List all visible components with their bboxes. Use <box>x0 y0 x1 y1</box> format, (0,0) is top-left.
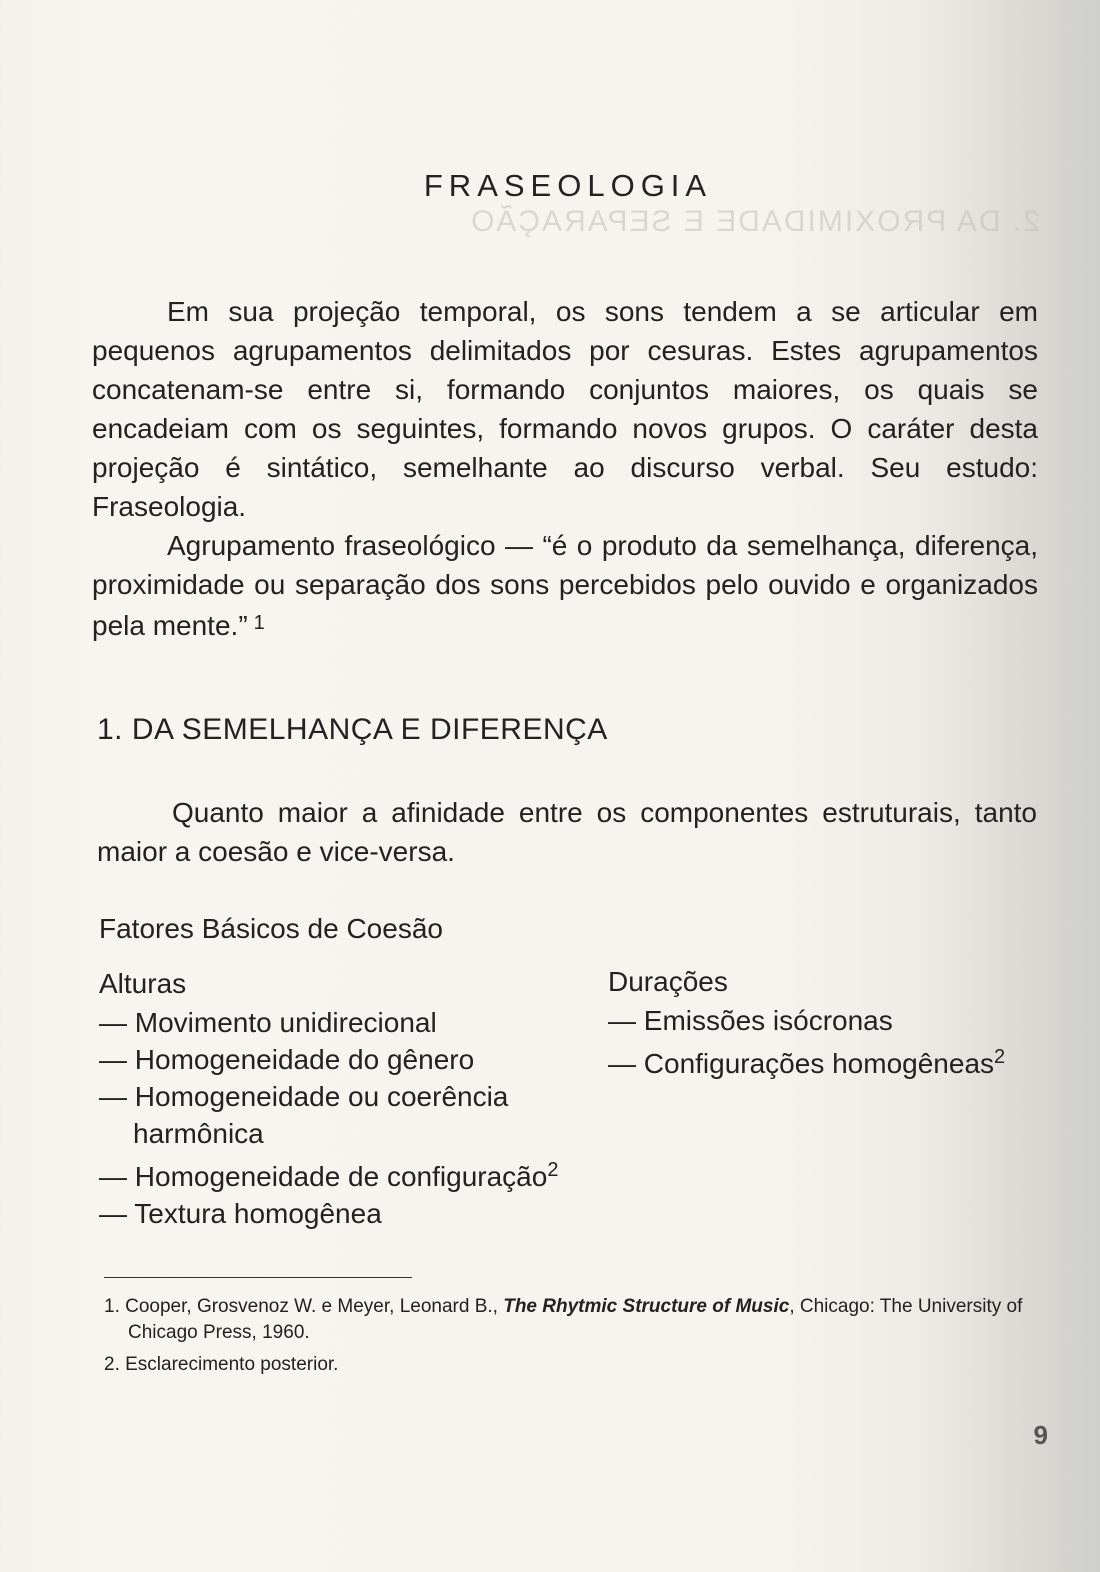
footnote-ref-2: 2 <box>547 1159 559 1181</box>
alturas-item <box>99 1152 569 1195</box>
footnote-1-publisher: , Chicago: The University of Chicago Press, 1960. <box>128 1296 1023 1343</box>
footnote-divider <box>104 1277 412 1278</box>
duracoes-item: — Emissões isócronas <box>608 1005 893 1036</box>
section-heading: 1. DA SEMELHANÇA E DIFERENÇA <box>97 713 608 746</box>
intro-paragraph-1: Em sua projeção temporal, os sons tendem a se articular em pequenos agrupamentos delimitados por cesuras. Estes agrupamentos concatenam-se entre si, formando conjuntos maiores, os quais se encadeiam com os seguintes, formando novos grupos. O caráter desta projeção é sintático, semelhante ao discurso verbal. Seu estudo: Fraseologia. <box>92 296 1038 522</box>
intro-paragraph-2 <box>92 526 1038 645</box>
footnote-1-authors: 1. Cooper, Grosvenoz W. e Meyer, Leonard B., <box>104 1296 504 1317</box>
duracoes-column <box>608 963 1048 1082</box>
alturas-item: — Movimento unidirecional <box>99 1007 437 1038</box>
alturas-item: — Homogeneidade do gênero <box>99 1044 475 1075</box>
show-through-text: 2. DA PROXIMIDADE E SEPARAÇÃO <box>469 205 1040 238</box>
duracoes-item <box>608 1039 1048 1082</box>
alturas-column <box>99 965 569 1232</box>
footnote-2: 2. Esclarecimento posterior. <box>104 1354 339 1375</box>
duracoes-heading: Durações <box>608 966 728 997</box>
factors-subheading: Fatores Básicos de Coesão <box>99 913 443 944</box>
footnote-ref-1: 1 <box>253 612 265 634</box>
intro-paragraph-2-text: Agrupamento fraseológico — “é o produto da semelhança, diferença, proximidade ou separação dos sons percebidos pelo ouvido e organizados pela mente.” <box>92 530 1038 641</box>
footnote-1 <box>104 1294 1044 1346</box>
alturas-item-text: — Homogeneidade de configuração <box>99 1161 548 1192</box>
page-number: 9 <box>1033 1420 1048 1450</box>
footnote-ref-2: 2 <box>994 1046 1006 1068</box>
alturas-heading: Alturas <box>99 968 187 999</box>
section-paragraph: Quanto maior a afinidade entre os componentes estruturais, tanto maior a coesão e vice-versa. <box>97 797 1037 867</box>
footnote-1-title: The Rhytmic Structure of Music <box>503 1296 790 1317</box>
duracoes-item-text: — Configurações homogêneas <box>608 1048 995 1079</box>
alturas-item: — Textura homogênea <box>99 1198 382 1229</box>
footnotes <box>104 1294 1044 1384</box>
page-title: FRASEOLOGIA <box>423 168 713 203</box>
alturas-item: — Homogeneidade ou coerência harmônica <box>99 1081 509 1149</box>
